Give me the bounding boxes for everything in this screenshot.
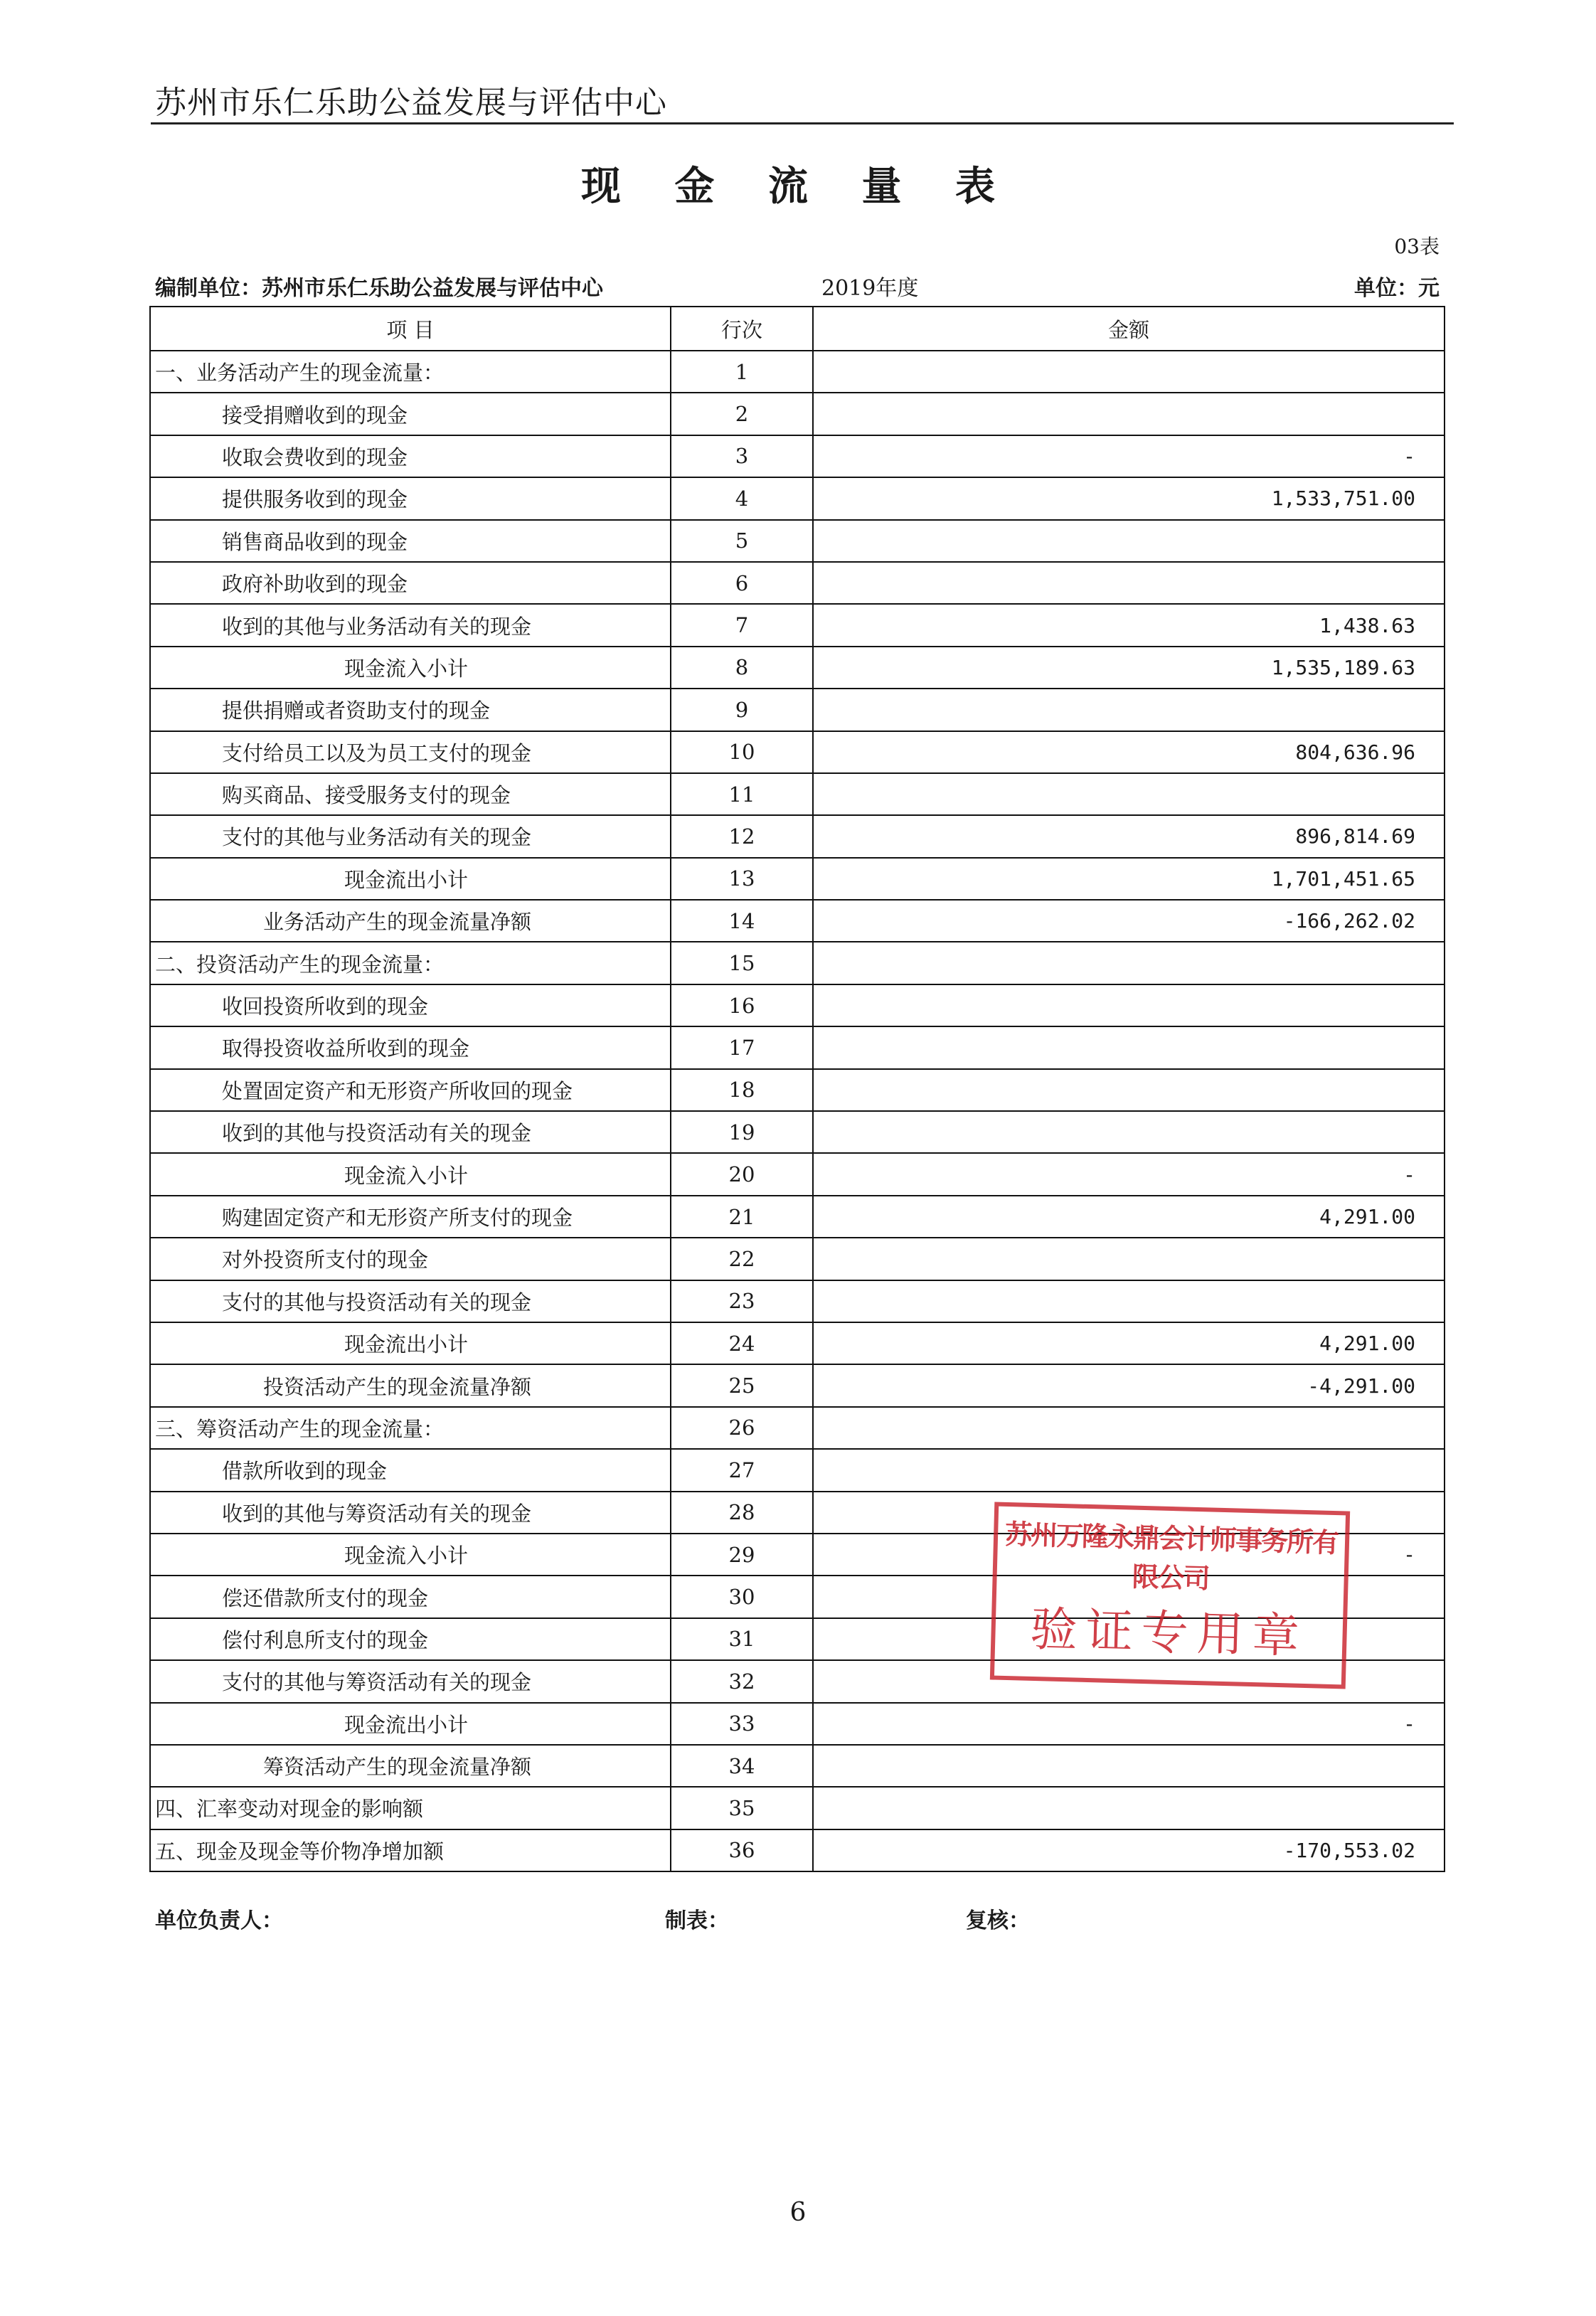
table-row [150, 858, 1445, 900]
row-line-number: 5 [671, 520, 813, 562]
table-row [150, 773, 1445, 815]
table-row [150, 477, 1445, 519]
row-line-number: 23 [671, 1280, 813, 1322]
page-number: 6 [789, 2198, 807, 2227]
row-line-number: 27 [671, 1449, 813, 1491]
row-line-number: 8 [671, 647, 813, 689]
row-amount [813, 1280, 1445, 1322]
table-header-row [150, 307, 1445, 351]
row-amount: 1,535,189.63 [813, 647, 1445, 689]
row-line-number: 2 [671, 393, 813, 435]
table-row [150, 1196, 1445, 1238]
row-item-label: 现金流出小计 [150, 1322, 671, 1364]
row-item-label: 现金流入小计 [150, 1534, 671, 1576]
row-item-label: 三、筹资活动产生的现金流量： [150, 1407, 671, 1449]
row-line-number: 30 [671, 1576, 813, 1618]
row-line-number: 7 [671, 604, 813, 646]
reviewer-label: 复核： [966, 1908, 1030, 1933]
column-header-item: 项 目 [150, 307, 671, 351]
table-row [150, 1618, 1445, 1660]
table-row [150, 1153, 1445, 1195]
row-item-label: 提供服务收到的现金 [150, 477, 671, 519]
table-row [150, 1576, 1445, 1618]
row-amount [813, 984, 1445, 1026]
row-line-number: 6 [671, 562, 813, 604]
row-amount [813, 773, 1445, 815]
row-amount: - [813, 1153, 1445, 1195]
row-line-number: 11 [671, 773, 813, 815]
report-period: 2019年度 [821, 276, 919, 301]
row-amount [813, 1407, 1445, 1449]
row-item-label: 取得投资收益所收到的现金 [150, 1026, 671, 1068]
table-row [150, 562, 1445, 604]
row-line-number: 12 [671, 815, 813, 857]
row-line-number: 33 [671, 1703, 813, 1745]
preparer-label: 制表： [665, 1908, 729, 1933]
row-item-label: 购买商品、接受服务支付的现金 [150, 773, 671, 815]
row-item-label: 四、汇率变动对现金的影响额 [150, 1787, 671, 1829]
row-amount: -170,553.02 [813, 1829, 1445, 1871]
row-item-label: 提供捐赠或者资助支付的现金 [150, 689, 671, 731]
row-item-label: 政府补助收到的现金 [150, 562, 671, 604]
row-item-label: 筹资活动产生的现金流量净额 [150, 1745, 671, 1787]
table-row [150, 1280, 1445, 1322]
row-item-label: 销售商品收到的现金 [150, 520, 671, 562]
cash-flow-table [149, 306, 1445, 1872]
row-line-number: 31 [671, 1618, 813, 1660]
row-item-label: 现金流出小计 [150, 1703, 671, 1745]
table-row [150, 1111, 1445, 1153]
row-amount [813, 1111, 1445, 1153]
row-amount [813, 393, 1445, 435]
row-item-label: 支付给员工以及为员工支付的现金 [150, 731, 671, 773]
row-line-number: 16 [671, 984, 813, 1026]
row-item-label: 购建固定资产和无形资产所支付的现金 [150, 1196, 671, 1238]
row-line-number: 26 [671, 1407, 813, 1449]
table-row [150, 393, 1445, 435]
row-item-label: 对外投资所支付的现金 [150, 1238, 671, 1280]
table-row [150, 1449, 1445, 1491]
stamp-company-text: 苏州万隆永鼎会计师事务所有限公司 [1004, 1518, 1339, 1595]
table-row [150, 900, 1445, 942]
currency-unit-label: 单位：元 [1354, 276, 1440, 301]
row-amount [813, 1449, 1445, 1491]
row-amount [813, 351, 1445, 393]
table-row [150, 1364, 1445, 1406]
row-amount: 896,814.69 [813, 815, 1445, 857]
row-item-label: 二、投资活动产生的现金流量： [150, 942, 671, 984]
row-item-label: 偿还借款所支付的现金 [150, 1576, 671, 1618]
row-item-label: 五、现金及现金等价物净增加额 [150, 1829, 671, 1871]
row-item-label: 收到的其他与业务活动有关的现金 [150, 604, 671, 646]
row-amount [813, 1069, 1445, 1111]
row-line-number: 28 [671, 1492, 813, 1534]
row-amount: 804,636.96 [813, 731, 1445, 773]
form-number: 03表 [1394, 235, 1440, 258]
row-line-number: 21 [671, 1196, 813, 1238]
row-item-label: 接受捐赠收到的现金 [150, 393, 671, 435]
table-row [150, 731, 1445, 773]
table-row [150, 1660, 1445, 1702]
table-row [150, 1534, 1445, 1576]
row-line-number: 25 [671, 1364, 813, 1406]
row-amount: 1,701,451.65 [813, 858, 1445, 900]
column-header-amount: 金额 [813, 307, 1445, 351]
row-item-label: 业务活动产生的现金流量净额 [150, 900, 671, 942]
row-amount: 4,291.00 [813, 1196, 1445, 1238]
row-amount [813, 1576, 1445, 1618]
table-row [150, 647, 1445, 689]
row-amount: - [813, 435, 1445, 477]
row-amount [813, 1787, 1445, 1829]
row-line-number: 29 [671, 1534, 813, 1576]
row-amount [813, 1238, 1445, 1280]
table-row [150, 435, 1445, 477]
column-header-line: 行次 [671, 307, 813, 351]
row-line-number: 3 [671, 435, 813, 477]
row-line-number: 17 [671, 1026, 813, 1068]
header-divider [151, 122, 1454, 124]
row-item-label: 收取会费收到的现金 [150, 435, 671, 477]
row-line-number: 19 [671, 1111, 813, 1153]
table-body [150, 351, 1445, 1871]
row-amount [813, 1660, 1445, 1702]
table-row [150, 520, 1445, 562]
row-amount [813, 689, 1445, 731]
row-item-label: 现金流入小计 [150, 1153, 671, 1195]
row-amount: -4,291.00 [813, 1364, 1445, 1406]
row-line-number: 1 [671, 351, 813, 393]
table-row [150, 984, 1445, 1026]
responsible-person-label: 单位负责人： [155, 1908, 283, 1933]
row-amount: - [813, 1703, 1445, 1745]
row-line-number: 18 [671, 1069, 813, 1111]
row-item-label: 现金流出小计 [150, 858, 671, 900]
row-amount [813, 1618, 1445, 1660]
organization-header: 苏州市乐仁乐助公益发展与评估中心 [155, 85, 667, 121]
table-row [150, 689, 1445, 731]
prepared-by-label: 编制单位：苏州市乐仁乐助公益发展与评估中心 [155, 276, 603, 301]
row-item-label: 支付的其他与投资活动有关的现金 [150, 1280, 671, 1322]
row-amount [813, 1745, 1445, 1787]
row-line-number: 20 [671, 1153, 813, 1195]
table-row [150, 1069, 1445, 1111]
row-amount: - [813, 1534, 1445, 1576]
row-line-number: 36 [671, 1829, 813, 1871]
table-row [150, 1829, 1445, 1871]
table-row [150, 604, 1445, 646]
row-amount [813, 1492, 1445, 1534]
row-amount: 1,533,751.00 [813, 477, 1445, 519]
table-row [150, 1492, 1445, 1534]
table-row [150, 1407, 1445, 1449]
row-item-label: 收到的其他与筹资活动有关的现金 [150, 1492, 671, 1534]
table-row [150, 1322, 1445, 1364]
row-amount: -166,262.02 [813, 900, 1445, 942]
row-item-label: 偿付利息所支付的现金 [150, 1618, 671, 1660]
row-item-label: 投资活动产生的现金流量净额 [150, 1364, 671, 1406]
table-row [150, 1026, 1445, 1068]
table-row [150, 815, 1445, 857]
table-row [150, 1238, 1445, 1280]
row-line-number: 14 [671, 900, 813, 942]
row-item-label: 处置固定资产和无形资产所收回的现金 [150, 1069, 671, 1111]
row-item-label: 支付的其他与筹资活动有关的现金 [150, 1660, 671, 1702]
table-row [150, 1787, 1445, 1829]
table-row [150, 1745, 1445, 1787]
row-line-number: 35 [671, 1787, 813, 1829]
row-line-number: 10 [671, 731, 813, 773]
row-line-number: 24 [671, 1322, 813, 1364]
row-amount: 4,291.00 [813, 1322, 1445, 1364]
page-title: 现 金 流 量 表 [581, 164, 1015, 210]
row-amount [813, 942, 1445, 984]
row-amount: 1,438.63 [813, 604, 1445, 646]
row-line-number: 22 [671, 1238, 813, 1280]
row-line-number: 32 [671, 1660, 813, 1702]
row-item-label: 收回投资所收到的现金 [150, 984, 671, 1026]
row-line-number: 4 [671, 477, 813, 519]
row-line-number: 34 [671, 1745, 813, 1787]
row-item-label: 一、业务活动产生的现金流量： [150, 351, 671, 393]
table-row [150, 1703, 1445, 1745]
row-item-label: 现金流入小计 [150, 647, 671, 689]
row-item-label: 借款所收到的现金 [150, 1449, 671, 1491]
row-amount [813, 562, 1445, 604]
row-line-number: 13 [671, 858, 813, 900]
row-amount [813, 1026, 1445, 1068]
row-line-number: 15 [671, 942, 813, 984]
row-amount [813, 520, 1445, 562]
row-item-label: 支付的其他与业务活动有关的现金 [150, 815, 671, 857]
table-row [150, 942, 1445, 984]
stamp-purpose-text: 验证专用章 [1029, 1601, 1309, 1664]
row-line-number: 9 [671, 689, 813, 731]
row-item-label: 收到的其他与投资活动有关的现金 [150, 1111, 671, 1153]
table-row [150, 351, 1445, 393]
